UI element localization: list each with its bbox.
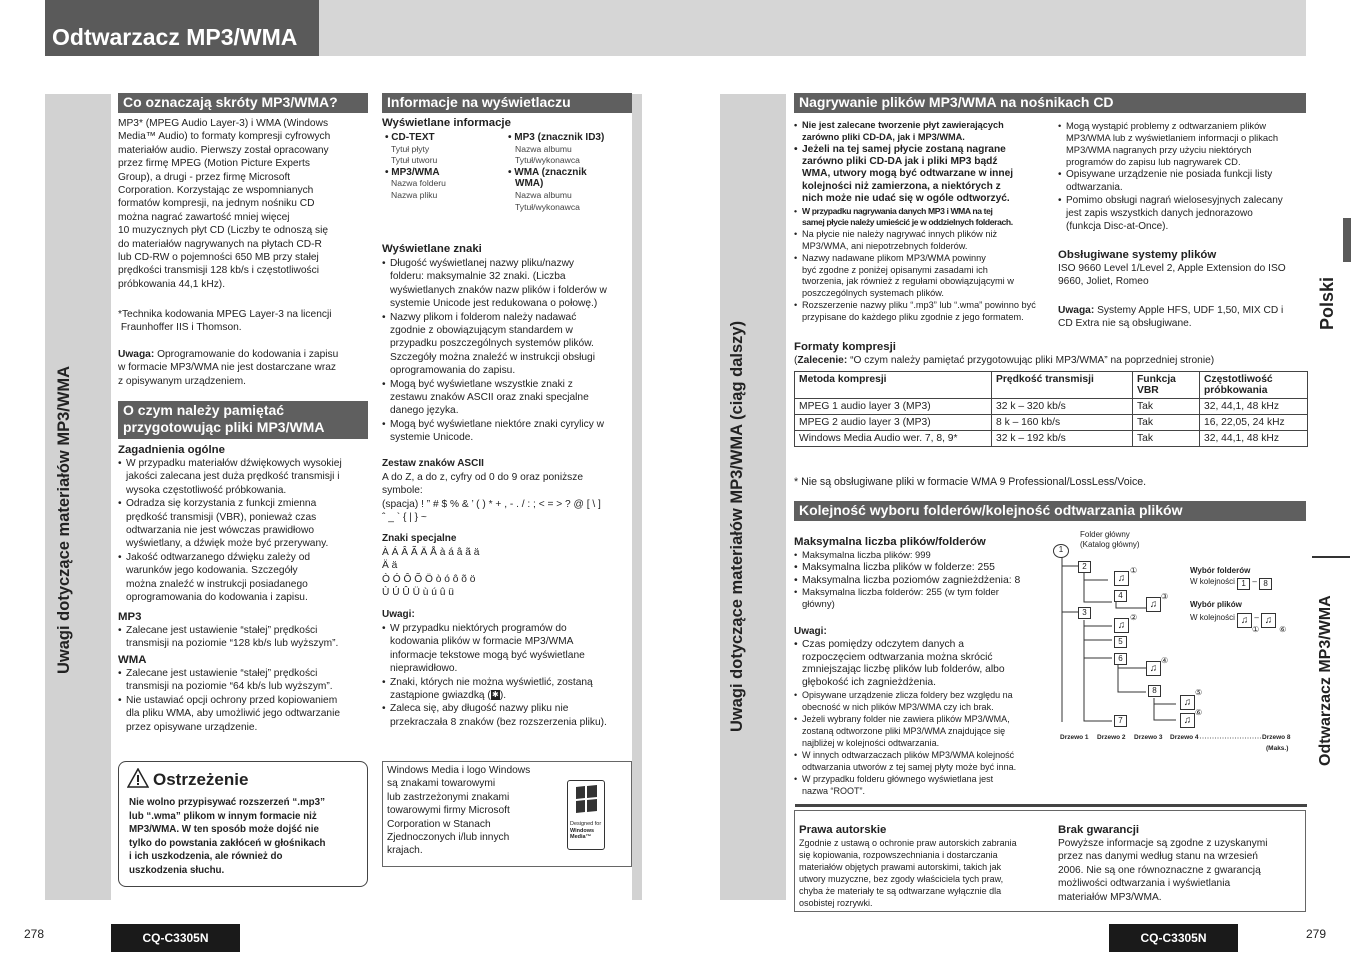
special-heading: Znaki specjalne bbox=[382, 533, 457, 544]
warning-text: Nie wolno przypisywać rozszerzeń “.mp3” lub “.wma” plikom w innym formacie niż MP3/WMA. W ten sposób może dojść nie tylko do powstania zakłóceń w głośnikach i ich uszkodzenia, ale również do uszkodzenia słuchu. bbox=[129, 797, 326, 876]
page-title: Odtwarzacz MP3/WMA bbox=[52, 24, 298, 50]
asterisk-icon: ✱ bbox=[491, 690, 499, 700]
list-item: • Czas pomiędzy odczytem danych a rozpoczęciem odtwarzania można skrócić zmniejszając liczbę plików lub folderów, albo głębokość ich zagnieżdżenia. bbox=[794, 639, 1050, 689]
disp-tags: • MP3 (znacznik ID3) Nazwa albumu Tytuł/wykonawca • WMA (znacznik WMA) Nazwa albumu Tytuł/wykonawca bbox=[508, 132, 605, 212]
filesystems-heading: Obsługiwane systemy plików bbox=[1058, 249, 1217, 261]
music-file-icon: ♫ bbox=[1114, 571, 1129, 586]
general-list bbox=[118, 457, 368, 604]
left-sidebar-label: Uwagi dotyczące materiałów MP3/WMA bbox=[55, 365, 73, 674]
list-item: • Nie jest zalecane tworzenie płyt zawierających zarówno pliki CD-DA, jak i MP3/WMA. bbox=[794, 120, 1054, 144]
music-file-icon: ♫ bbox=[1180, 695, 1195, 710]
license-footnote: *Technika kodowania MPEG Layer-3 na licencji Fraunhoffer IIS i Thomson. bbox=[118, 309, 332, 334]
legal-box bbox=[794, 810, 1306, 912]
max-list bbox=[794, 549, 1044, 611]
wma-list bbox=[118, 667, 368, 734]
folder-icon: 8 bbox=[1259, 578, 1272, 590]
notes-heading: Uwagi: bbox=[382, 609, 415, 620]
table-row: Windows Media Audio wer. 7, 8, 9* 32 k – 192 kb/s Tak 32, 44,1, 48 kHz bbox=[795, 431, 1308, 447]
compression-table bbox=[794, 371, 1308, 447]
chars-list bbox=[382, 257, 632, 445]
file-number: ⑥ bbox=[1195, 708, 1203, 717]
section-heading-preparing-files: O czym należy pamiętać przygotowując pliki MP3/WMA bbox=[118, 401, 368, 439]
compression-recommendation: (Zalecenie: “O czym należy pamiętać przygotowując pliki MP3/WMA” na poprzedniej stronie) bbox=[794, 355, 1215, 366]
column-header: Funkcja VBR bbox=[1133, 372, 1200, 399]
list-item: • W przypadku materiałów dźwiękowych wysokiej jakości zalecana jest duża prędkość transmisji i wysoka częstotliwość próbkowania. bbox=[118, 457, 368, 497]
file-selection-legend: Wybór plików W kolejności ♫ – ♫ ① ⑥ bbox=[1190, 600, 1287, 634]
list-item: • Na płycie nie należy nagrywać innych plików niż MP3/WMA, ani niepotrzebnych folderów. bbox=[794, 229, 1054, 253]
level-label: (Maks.) bbox=[1266, 745, 1289, 752]
windows-flag-icon bbox=[568, 781, 604, 821]
list-item: • Znaki, których nie można wyświetlić, zostaną zastąpione gwiazdką (✱). bbox=[382, 676, 632, 703]
list-item: • Mogą być wyświetlane wszystkie znaki z zestawu znaków ASCII oraz znaki specjalne danego języka. bbox=[382, 378, 632, 418]
wma-heading: WMA bbox=[118, 654, 147, 666]
music-file-icon: ♫ bbox=[1261, 613, 1276, 628]
list-item: • Mogą być wyświetlane niektóre znaki cyrylicy w systemie Unicode. bbox=[382, 418, 632, 445]
copyright-text: Zgodnie z ustawą o ochronie praw autorskich zabrania się kopiowania, rozpowszechniania i dostarczania materiałów objętych prawami autorskimi, takich jak utwory muzyczne, bez zgody właściciela tych praw, chyba że materiały te są odtwarzane wyłącznie dla osobistej rozrywki. bbox=[799, 838, 1017, 908]
folder-icon: 2 bbox=[1078, 561, 1091, 573]
level-label: Drzewo 3 bbox=[1134, 734, 1163, 741]
chars-heading: Wyświetlane znaki bbox=[382, 243, 482, 255]
language-tab bbox=[1343, 218, 1351, 262]
filesystems-note: Uwaga: Systemy Apple HFS, UDF 1,50, MIX CD i CD Extra nie są obsługiwane. bbox=[1058, 305, 1284, 330]
level-label: Drzewo 4 bbox=[1170, 734, 1199, 741]
folder-tree-diagram bbox=[1050, 528, 1306, 760]
music-file-icon: ♫ bbox=[1180, 713, 1195, 728]
left-page-edge bbox=[632, 94, 642, 900]
copyright-heading: Prawa autorskie bbox=[799, 824, 887, 836]
file-number: ③ bbox=[1161, 592, 1169, 601]
list-item: • Zalecane jest ustawienie “stałej” prędkości transmisji na poziomie “64 kb/s lub wyższym”. bbox=[118, 667, 368, 694]
file-number: ② bbox=[1130, 613, 1138, 622]
warning-box bbox=[118, 761, 368, 887]
notes-list bbox=[382, 622, 632, 729]
table-row: MPEG 2 audio layer 3 (MP3) 8 k – 160 kb/s Tak 16, 22,05, 24 kHz bbox=[795, 415, 1308, 431]
mp3-heading: MP3 bbox=[118, 611, 142, 623]
folder-icon: 5 bbox=[1114, 636, 1127, 648]
abbrev-intro: MP3* (MPEG Audio Layer-3) i WMA (Windows Media™ Audio) to formaty kompresji cyfrowych materiałów audio. Pierwszy został opracowany przez firmę MPEG (Motion Picture Experts Group), a drugi - przez firmę Microsoft Corporation. Korzystając ze wspomnianych formatów kompresji, na jednym nośniku CD można nagrać zawartość mniej więcej 10 muzycznych płyt CD (Liczby te odnoszą się do materiałów nagrywanych na płytach CD-R lub CD-RW o pojemności 650 MB przy stałej prędkości transmisji 128 kb/s i częstotliwości próbkowania 44,1 kHz). bbox=[118, 118, 331, 290]
recording-list-left bbox=[794, 120, 1054, 324]
max-heading: Maksymalna liczba plików/folderów bbox=[794, 536, 986, 548]
ascii-text: A do Z, a do z, cyfry od 0 do 9 oraz poniższe symbole: (spacja) ! ” # $ % & ’ ( ) * + , - . / : ; < = > ? @ [ \ ] ˆ _ ` { | } ~ bbox=[382, 472, 601, 524]
encoder-note: Uwaga: Oprogramowanie do kodowania i zapisu w formacie MP3/WMA nie jest dostarczane wraz z opisywanym urządzeniem. bbox=[118, 349, 339, 387]
music-file-icon: ♫ bbox=[1114, 618, 1129, 633]
root-folder-icon: 1 bbox=[1053, 544, 1069, 558]
folder-icon: 6 bbox=[1114, 653, 1127, 665]
order-notes-list bbox=[794, 639, 1050, 797]
list-item: • Rozszerzenie nazwy pliku “.mp3” lub “.wma” powinno być przypisane do każdego pliku zgodnie z jego formatem. bbox=[794, 300, 1054, 324]
order-notes-heading: Uwagi: bbox=[794, 626, 827, 637]
warranty-text: Powyższe informacje są zgodne z uzyskanymi przez nas danymi według stanu na wrzesień 2006. Nie są one równoznaczne z gwarancją możliwości odtwarzania i wyświetlania materiałów MP3/WMA. bbox=[1058, 838, 1268, 903]
list-item: • W przypadku nagrywania danych MP3 i WMA na tej samej płycie należy umieścić je w oddzielnych folderach. bbox=[794, 206, 1054, 230]
folder-selection-legend: Wybór folderów W kolejności 1 – 8 bbox=[1190, 566, 1272, 588]
level-label: Drzewo 8 bbox=[1262, 734, 1291, 741]
displayed-info-heading: Wyświetlane informacje bbox=[382, 117, 511, 129]
disp-cdtext: • CD-TEXT Tytuł płyty Tytuł utworu • MP3/WMA Nazwa folderu Nazwa pliku bbox=[385, 132, 446, 200]
list-item: • Opisywane urządzenie nie posiada funkcji listy odtwarzania. bbox=[1058, 168, 1308, 194]
warning-icon bbox=[127, 768, 149, 793]
level-label: Drzewo 1 bbox=[1060, 734, 1089, 741]
column-header: Prędkość transmisji bbox=[992, 372, 1133, 399]
list-item: • Jeżeli wybrany folder nie zawiera plików MP3/WMA, zostaną odtworzone pliki MP3/WMA znajdujące się najbliżej w kolejności odtwarzania. bbox=[794, 713, 1050, 749]
list-item: • Nazwy nadawane plikom MP3/WMA powinny być zgodne z poniżej opisanymi zasadami ich tworzenia, jak również z regułami obowiązującymi w poszczególnych systemach plików. bbox=[794, 253, 1054, 300]
root-label: Folder główny (Katalog główny) bbox=[1080, 530, 1140, 549]
folder-icon: 7 bbox=[1114, 715, 1127, 727]
folder-icon: 1 bbox=[1237, 578, 1250, 590]
file-number: ⑤ bbox=[1195, 688, 1203, 697]
column-header: Częstotliwość próbkowania bbox=[1200, 372, 1308, 399]
list-item: • W przypadku folderu głównego wyświetlana jest nazwa “ROOT”. bbox=[794, 773, 1050, 797]
table-header-row bbox=[795, 372, 1308, 399]
compression-heading: Formaty kompresji bbox=[794, 341, 896, 353]
music-file-icon: ♫ bbox=[1146, 661, 1161, 676]
section-heading-order: Kolejność wyboru folderów/kolejność odtwarzania plików bbox=[794, 501, 1306, 521]
page-number-left: 278 bbox=[24, 927, 45, 941]
list-item: • W przypadku niektórych programów do kodowania plików w formacie MP3/WMA informacje tekstowe mogą być wyświetlane nieprawidłowo. bbox=[382, 622, 632, 676]
section-heading-abbreviations: Co oznaczają skróty MP3/WMA? bbox=[118, 93, 368, 113]
list-item: • Nie ustawiać opcji ochrony przed kopiowaniem dla pliku WMA, aby umożliwić jego odtwarzanie przez opisywane urządzenie. bbox=[118, 694, 368, 734]
list-item: • Zalecane jest ustawienie “stałej” prędkości transmisji na poziomie “128 kb/s lub wyższym”. bbox=[118, 624, 368, 651]
file-number: ④ bbox=[1161, 656, 1169, 665]
section-tab-line bbox=[1312, 556, 1350, 558]
table-footnote: * Nie są obsługiwane pliki w formacie WMA 9 Professional/LossLess/Voice. bbox=[794, 476, 1147, 488]
trademark-text: Windows Media i logo Windows są znakami towarowymi lub zastrzeżonymi znakami towarowymi firmy Microsoft Corporation w Stanach Zjednoczonych i/lub innych krajach. bbox=[387, 765, 531, 857]
warranty-heading: Brak gwarancji bbox=[1058, 824, 1140, 836]
folder-icon: 4 bbox=[1114, 590, 1127, 602]
music-file-icon: ♫ bbox=[1237, 613, 1252, 628]
model-label-left: CQ-C3305N bbox=[111, 924, 240, 952]
list-item: • Maksymalna liczba folderów: 255 (w tym folder główny) bbox=[794, 587, 1044, 611]
list-item: • Długość wyświetlanej nazwy pliku/nazwy folderu: maksymalnie 32 znaki. (Liczba wyświetlanych znaków nazw plików i folderów w systemie Unicode jest redukowana o połowę.) bbox=[382, 257, 632, 311]
list-item: • Mogą wystąpić problemy z odtwarzaniem plików MP3/WMA lub z wyświetlaniem informacji o plikach MP3/WMA nagranych przy użyciu niektórych programów do zapisu lub nagrywarek CD. bbox=[1058, 120, 1308, 168]
table-row: MPEG 1 audio layer 3 (MP3) 32 k – 320 kb/s Tak 32, 44,1, 48 kHz bbox=[795, 399, 1308, 415]
folder-icon: 3 bbox=[1078, 607, 1091, 619]
section-heading-recording: Nagrywanie plików MP3/WMA na nośnikach CD bbox=[794, 93, 1306, 113]
file-number: ① bbox=[1130, 566, 1138, 575]
list-item: • Maksymalna liczba plików: 999 bbox=[794, 549, 1044, 561]
list-item: • Odradza się korzystania z funkcji zmienna prędkość transmisji (VBR), ponieważ czas odtwarzania nie jest wówczas prawidłowo wyświetlany, a dźwięk może być przerywany. bbox=[118, 497, 368, 551]
list-item: • Jeżeli na tej samej płycie zostaną nagrane zarówno pliki CD-DA jak i pliki MP3 bądź WMA, utwory mogą być odtwarzane w innej kolejności niż zamierzona, a niektórych z nich może nie udać się w ogóle odtworzyć. bbox=[794, 144, 1054, 206]
windows-media-logo: Designed for Windows Media™ bbox=[567, 780, 605, 850]
list-item: • Maksymalna liczba plików w folderze: 255 bbox=[794, 561, 1044, 574]
trademark-box bbox=[382, 761, 632, 867]
list-item: • Jakość odtwarzanego dźwięku zależy od warunków jego kodowania. Szczegóły można znaleźć w instrukcji posiadanego oprogramowania do kodowania i zapisu. bbox=[118, 551, 368, 605]
center-sidebar-label: Uwagi dotyczące materiałów MP3/WMA (ciąg dalszy) bbox=[728, 320, 746, 732]
section-label: Odtwarzacz MP3/WMA bbox=[1317, 595, 1334, 766]
language-label: Polski bbox=[1317, 276, 1337, 330]
music-file-icon: ♫ bbox=[1146, 597, 1161, 612]
list-item: • W innych odtwarzaczach plików MP3/WMA kolejność odtwarzania utworów z tej samej płyty może być inna. bbox=[794, 749, 1050, 773]
special-chars: À Á Â Ã Ä Å à á â ã ä Ä ä Ò Ó Ô Õ Ö ò ó ô õ ö Ù Ú Û Ü ù ú û ü bbox=[382, 547, 480, 599]
ascii-heading: Zestaw znaków ASCII bbox=[382, 458, 484, 469]
column-header: Metoda kompresji bbox=[795, 372, 992, 399]
mp3-list bbox=[118, 624, 368, 651]
general-heading: Zagadnienia ogólne bbox=[118, 444, 225, 456]
list-item: • Maksymalna liczba poziomów zagnieżdżenia: 8 bbox=[794, 574, 1044, 587]
section-heading-display: Informacje na wyświetlaczu bbox=[382, 93, 632, 113]
filesystems-text: ISO 9660 Level 1/Level 2, Apple Extension do ISO 9660, Joliet, Romeo bbox=[1058, 263, 1286, 288]
warning-title: Ostrzeżenie bbox=[153, 770, 249, 789]
recording-list-right bbox=[1058, 120, 1308, 233]
list-item: • Zaleca się, aby długość nazwy pliku nie przekraczała 8 znaków (bez rozszerzenia pliku). bbox=[382, 702, 632, 729]
folder-icon: 8 bbox=[1148, 685, 1161, 697]
list-item: • Nazwy plikom i folderom należy nadawać zgodnie z obowiązującym standardem w przypadku poszczególnych systemów plików. Szczegóły można znaleźć w instrukcji obsługi oprogramowania do zapisu. bbox=[382, 311, 632, 378]
level-label: Drzewo 2 bbox=[1097, 734, 1126, 741]
list-item: • Opisywane urządzenie zlicza foldery bez względu na obecność w nich plików MP3/WMA czy ich brak. bbox=[794, 689, 1050, 713]
model-label-right: CQ-C3305N bbox=[1109, 924, 1238, 952]
list-item: • Pomimo obsługi nagrań wielosesyjnych zalecany jest zapis wszystkich danych jednorazowo (funkcja Disc-at-Once). bbox=[1058, 194, 1308, 233]
page-number-right: 279 bbox=[1306, 927, 1327, 941]
